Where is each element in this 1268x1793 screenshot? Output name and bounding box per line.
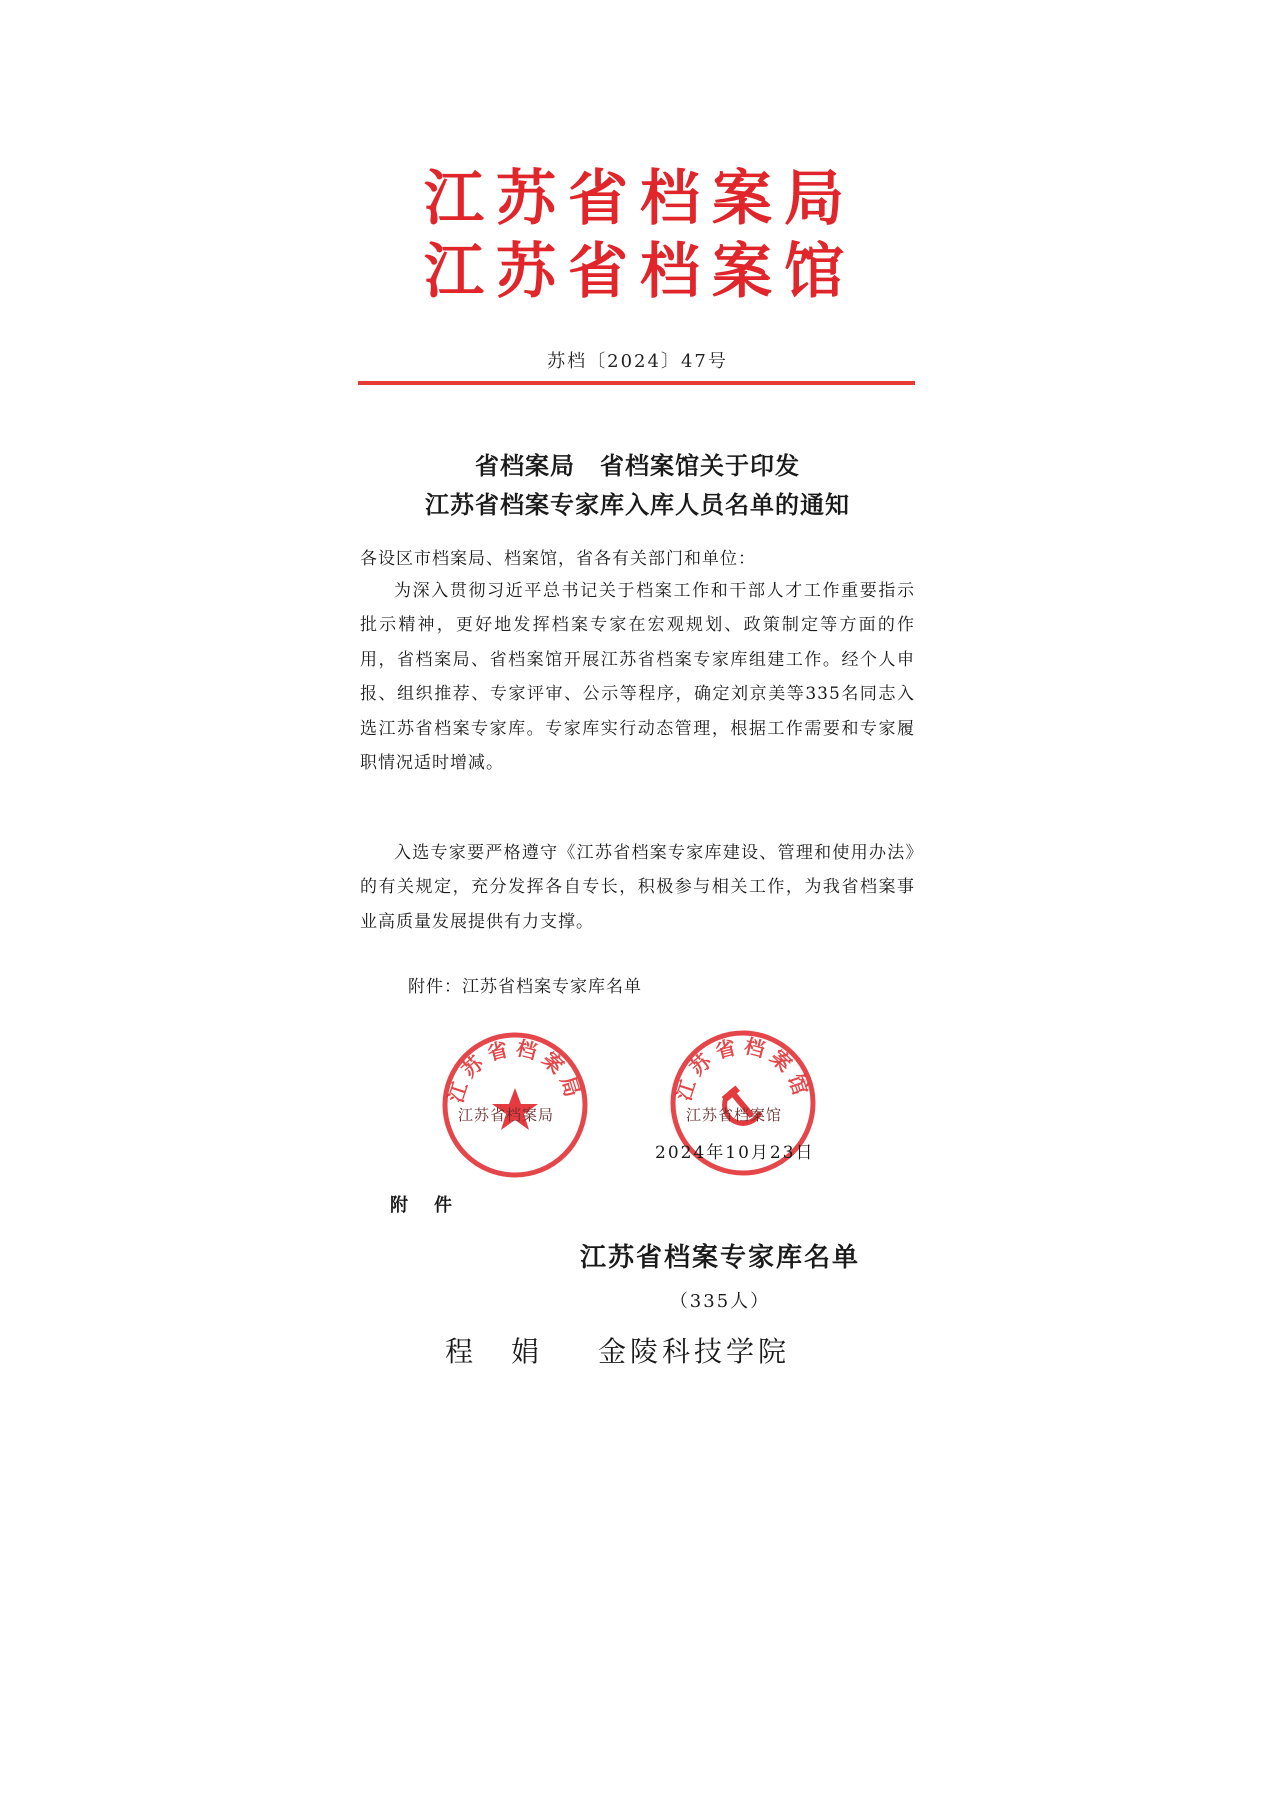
body-paragraph-1: 为深入贯彻习近平总书记关于档案工作和干部人才工作重要指示批示精神，更好地发挥档案专家在宏观规划、政策制定等方面的作用，省档案局、省档案馆开展江苏省档案专家库组建工作。经个人申报、组织推荐、专家评审、公示等程序，确定刘京美等335名同志入选江苏省档案专家库。专家库实行动态管理，根据工作需要和专家履职情况适时增减。 (360, 581, 915, 774)
attachment-label: 附件 (390, 1195, 478, 1216)
seal-arc-text: 江苏省档案馆 (671, 1033, 815, 1104)
seal-arc-text: 江苏省档案局 (443, 1035, 587, 1106)
seal-1-name: 江苏省档案局 (458, 1106, 555, 1124)
svg-text:江苏省档案馆 (671, 1034, 814, 1104)
body-paragraph-2: 入选专家要严格遵守《江苏省档案专家库建设、管理和使用办法》的有关规定，充分发挥各自专长，积极参与相关工作，为我省档案事业高质量发展提供有力支撑。 (360, 843, 915, 932)
salutation: 各设区市档案局、档案馆，省各有关部门和单位： (360, 549, 756, 569)
letterhead-line-2: 江苏省档案馆 (424, 237, 856, 307)
notice-title-line-1: 省档案局 省档案馆关于印发 (475, 451, 800, 480)
attachment-reference: 附件：江苏省档案专家库名单 (408, 977, 642, 997)
list-title: 江苏省档案专家库名单 (579, 1243, 860, 1273)
letterhead-line-1: 江苏省档案局 (424, 164, 856, 234)
seal-2-name: 江苏省档案馆 (686, 1106, 783, 1124)
notice-title-line-2: 江苏省档案专家库入库人员名单的通知 (425, 490, 850, 519)
list-count: （335人） (669, 1291, 771, 1312)
list-item-organization: 金陵科技学院 (598, 1335, 791, 1368)
document-number: 苏档〔2024〕47号 (547, 351, 728, 372)
red-divider (358, 381, 915, 385)
issue-date: 2024年10月23日 (655, 1143, 815, 1163)
list-item-name: 程娟 (445, 1335, 578, 1368)
